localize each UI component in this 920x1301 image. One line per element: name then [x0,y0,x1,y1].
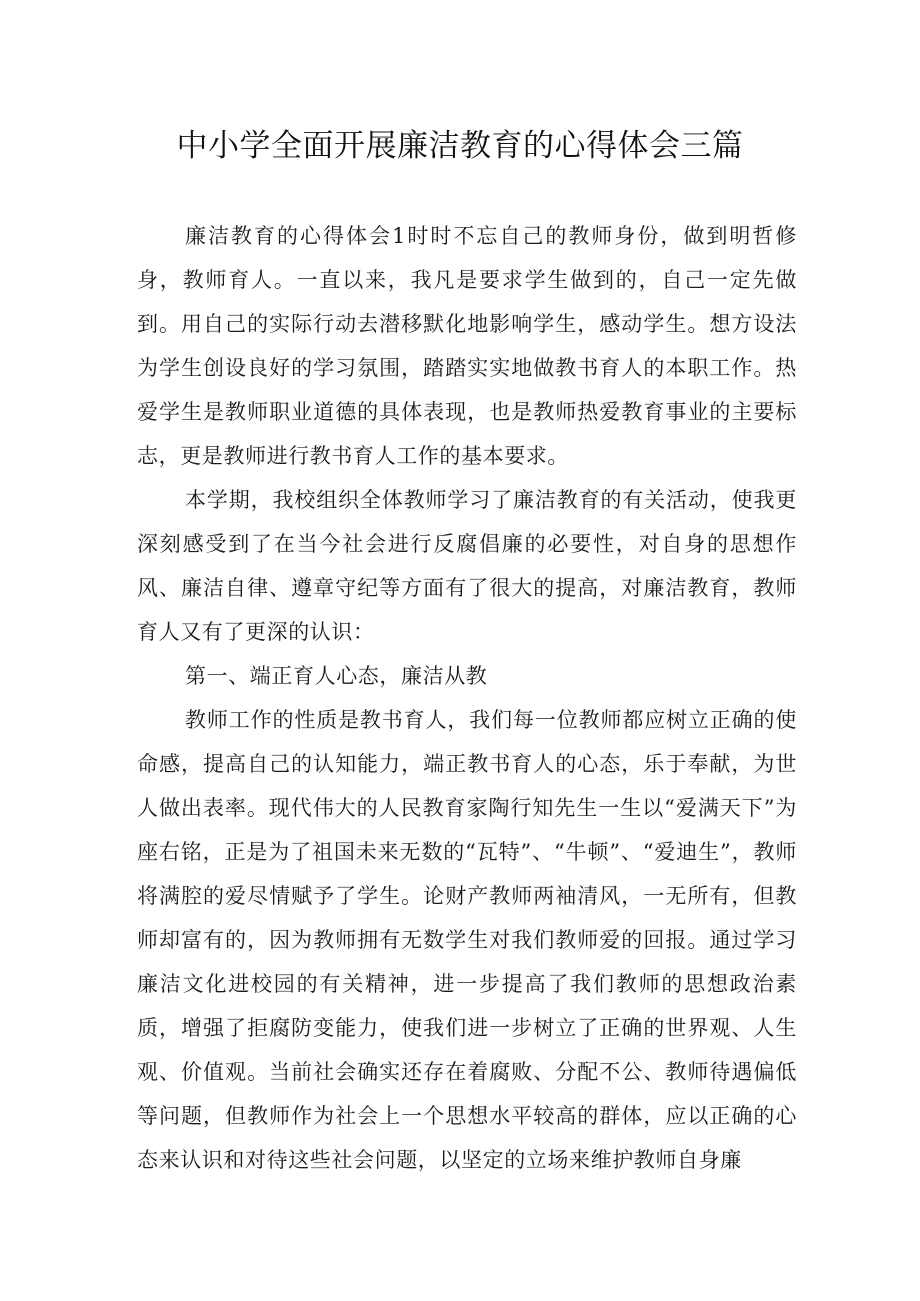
section-heading: 第一、端正育人心态，廉洁从教 [185,664,488,688]
document-title: 中小学全面开展廉洁教育的心得体会三篇 [176,128,744,164]
paragraph: 本学期，我校组织全体教师学习了廉洁教育的有关活动，使我更深刻感受到了在当今社会进行反腐倡廉的必要性，对自身的思想作风、廉洁自律、遵章守纪等方面有了很大的提高，对廉洁教育，教师育人又有了更深的认识： [137,488,797,644]
paragraph: 廉洁教育的心得体会1时时不忘自己的教师身份，做到明哲修身，教师育人。一直以来，我凡是要求学生做到的，自己一定先做到。用自己的实际行动去潜移默化地影响学生，感动学生。想方设法为学生创设良好的学习氛围，踏踏实实地做教书育人的本职工作。热爱学生是教师职业道德的具体表现，也是教师热爱教育事业的主要标志，更是教师进行教书育人工作的基本要求。 [137,224,797,468]
document-body [137,214,797,1182]
paragraph: 教师工作的性质是教书育人，我们每一位教师都应树立正确的使命感，提高自己的认知能力，端正教书育人的心态，乐于奉献，为世人做出表率。现代伟大的人民教育家陶行知先生一生以“爱满天下”为座右铭，正是为了祖国未来无数的“瓦特”、“牛顿”、“爱迪生”，教师将满腔的爱尽情赋予了学生。论财产教师两袖清风，一无所有，但教师却富有的，因为教师拥有无数学生对我们教师爱的回报。通过学习廉洁文化进校园的有关精神，进一步提高了我们教师的思想政治素质，增强了拒腐防变能力，使我们进一步树立了正确的世界观、人生观、价值观。当前社会确实还存在着腐败、分配不公、教师待遇偏低等问题，但教师作为社会上一个思想水平较高的群体，应以正确的心态来认识和对待这些社会问题，以坚定的立场来维护教师自身廉 [137,708,797,1172]
